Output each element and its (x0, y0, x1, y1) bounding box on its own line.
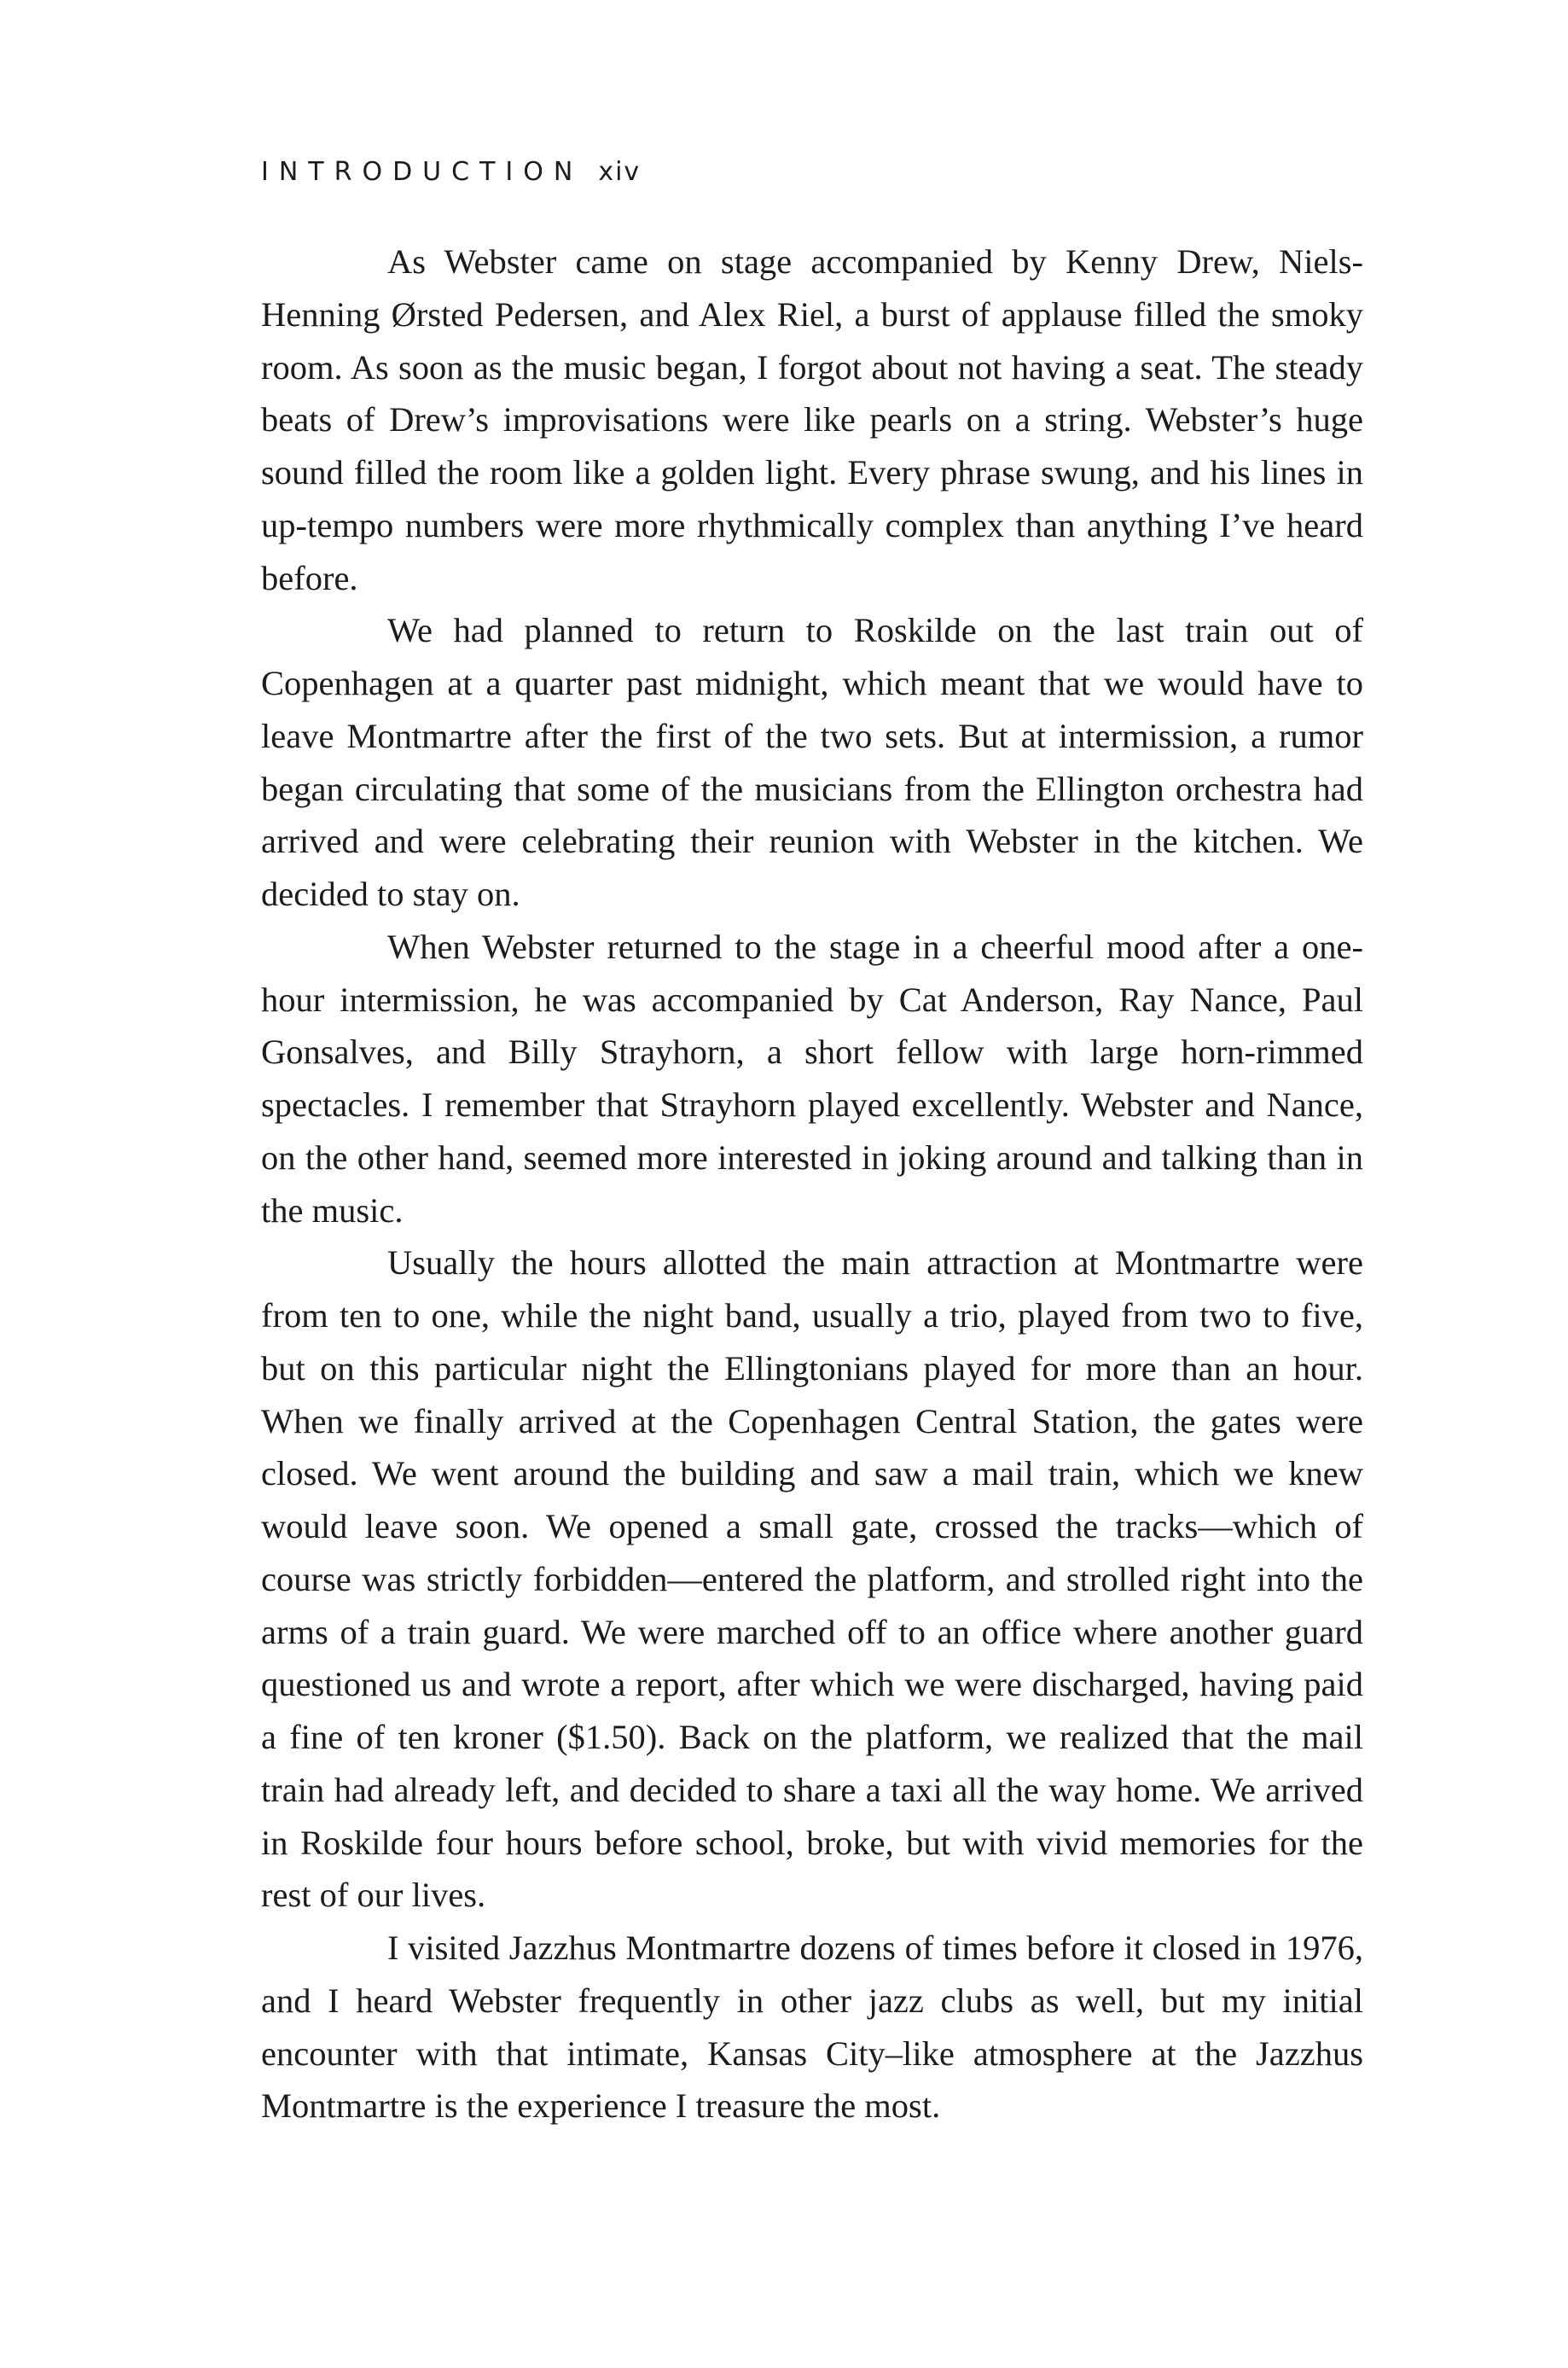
running-head (261, 154, 641, 191)
paragraph: We had planned to return to Roskilde on the last train out of Copenhagen at a quarter past midnight, which meant that we would have to leave Montmartre after the first of the two sets. But at intermission, a rumor began circulating that some of the musicians from the Ellington orchestra had arrived and were celebrating their reunion with Webster in the kitchen. We decided to stay on. (261, 611, 1363, 913)
body-text (261, 236, 1363, 2132)
paragraph: I visited Jazzhus Montmartre dozens of times before it closed in 1976, and I heard Webster frequently in other jazz clubs as well, but my initial encounter with that intimate, Kansas City–like atmosphere at the Jazzhus Montmartre is the experience I treasure the most. (261, 1929, 1363, 2126)
paragraph: Usually the hours allotted the main attraction at Montmartre were from ten to one, while the night band, usually a trio, played from two to five, but on this particular night the Ellingtonians played for more than an hour. When we finally arrived at the Copenhagen Central Station, the gates were closed. We went around the building and saw a mail train, which we knew would leave soon. We opened a small gate, crossed the tracks—which of course was strictly forbidden—entered the platform, and strolled right into the arms of a train guard. We were marched off to an office where another guard questioned us and wrote a report, after which we were discharged, having paid a fine of ten kroner ($1.50). Back on the platform, we realized that the mail train had already left, and decided to share a taxi all the way home. We arrived in Roskilde four hours before school, broke, but with vivid memories for the rest of our lives. (261, 1243, 1363, 1915)
section-title: INTRODUCTION (261, 157, 584, 187)
paragraph: When Webster returned to the stage in a cheerful mood after a one-hour intermission, he was accompanied by Cat Anderson, Ray Nance, Paul Gonsalves, and Billy Strayhorn, a short fellow with large horn-rimmed spectacles. I remember that Strayhorn played excellently. Webster and Nance, on the other hand, seemed more interested in joking around and talking than in the music. (261, 927, 1363, 1230)
page-number: xiv (598, 157, 642, 187)
paragraph: As Webster came on stage accompanied by Kenny Drew, Niels-Henning Ørsted Pedersen, and Alex Riel, a burst of applause filled the smoky room. As soon as the music began, I forgot about not having a seat. The steady beats of Drew’s improvisations were like pearls on a string. Webster’s huge sound filled the room like a golden light. Every phrase swung, and his lines in up-tempo numbers were more rhythmically complex than anything I’ve heard before. (261, 242, 1363, 597)
